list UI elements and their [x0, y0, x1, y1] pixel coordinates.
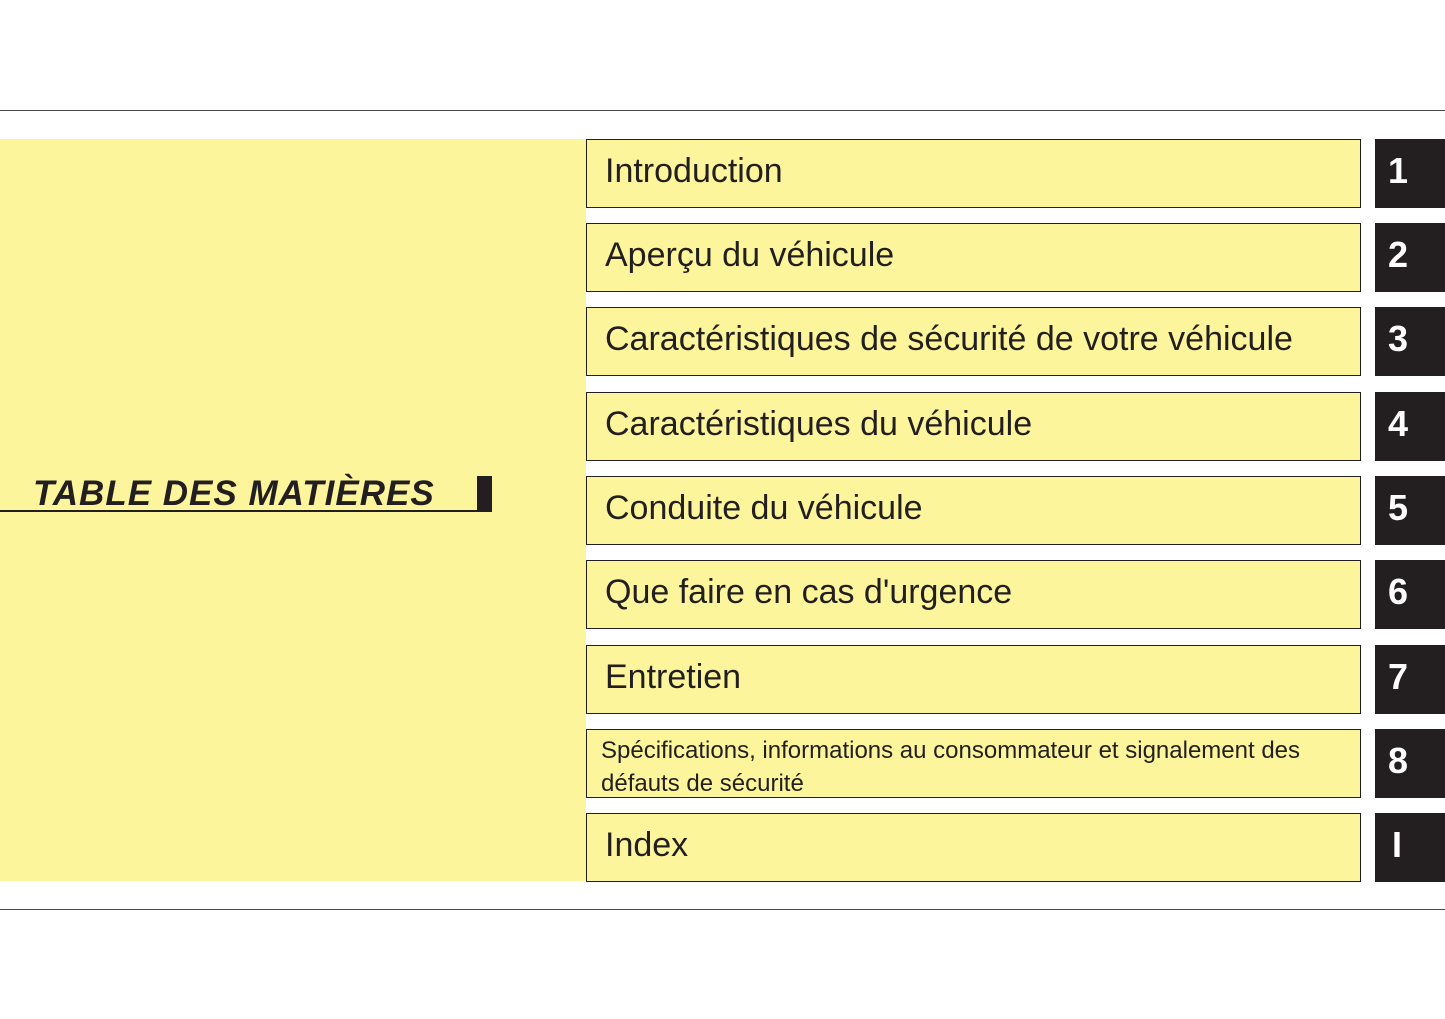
chapter-tab[interactable] — [1375, 729, 1445, 798]
toc-item-index[interactable] — [586, 813, 1445, 882]
toc-list — [586, 139, 1445, 882]
toc-entry-label: Caractéristiques de sécurité de votre véhicule — [605, 320, 1293, 358]
chapter-number: 2 — [1388, 234, 1409, 275]
top-rule — [0, 110, 1445, 111]
chapter-tab[interactable] — [1375, 307, 1445, 376]
chapter-tab[interactable] — [1375, 645, 1445, 714]
chapter-number: 7 — [1388, 656, 1409, 697]
toc-item-specifications[interactable] — [586, 729, 1445, 798]
toc-heading-text: TABLE DES MATIÈRES — [33, 474, 435, 513]
chapter-tab[interactable] — [1375, 139, 1445, 208]
toc-entry-label: Spécifications, informations au consommateur et signalement des défauts de sécurité — [601, 737, 1301, 797]
toc-item-entretien[interactable] — [586, 645, 1445, 714]
toc-entry-label: Introduction — [605, 152, 783, 190]
toc-item-caracteristiques[interactable] — [586, 392, 1445, 461]
toc-entry-box[interactable] — [586, 139, 1361, 208]
toc-entry-label: Caractéristiques du véhicule — [605, 405, 1033, 443]
chapter-tab[interactable] — [1375, 223, 1445, 292]
bottom-rule — [0, 909, 1445, 910]
chapter-tab[interactable] — [1375, 476, 1445, 545]
heading-marker — [477, 476, 492, 512]
chapter-number: 8 — [1388, 740, 1409, 781]
toc-item-conduite[interactable] — [586, 476, 1445, 545]
chapter-number: 5 — [1388, 487, 1409, 528]
toc-entry-box[interactable] — [586, 476, 1361, 545]
toc-heading — [0, 472, 492, 512]
chapter-number: I — [1392, 824, 1403, 865]
toc-entry-box[interactable] — [586, 645, 1361, 714]
toc-entry-label: Entretien — [605, 658, 742, 696]
chapter-number: 6 — [1388, 571, 1409, 612]
toc-entry-box[interactable] — [586, 223, 1361, 292]
chapter-number: 3 — [1388, 318, 1409, 359]
toc-item-introduction[interactable] — [586, 139, 1445, 208]
chapter-number: 4 — [1388, 403, 1409, 444]
chapter-tab[interactable] — [1375, 813, 1445, 882]
toc-entry-label: Aperçu du véhicule — [605, 236, 895, 274]
toc-entry-box[interactable] — [586, 392, 1361, 461]
toc-entry-box[interactable] — [586, 560, 1361, 629]
toc-entry-box[interactable] — [586, 729, 1361, 798]
toc-entry-box[interactable] — [586, 307, 1361, 376]
toc-item-urgence[interactable] — [586, 560, 1445, 629]
toc-entry-label: Index — [605, 826, 689, 864]
toc-item-securite[interactable] — [586, 307, 1445, 376]
toc-entry-box[interactable] — [586, 813, 1361, 882]
chapter-tab[interactable] — [1375, 392, 1445, 461]
toc-entry-label: Conduite du véhicule — [605, 489, 923, 527]
toc-entry-label: Que faire en cas d'urgence — [605, 573, 1013, 611]
toc-item-apercu[interactable] — [586, 223, 1445, 292]
chapter-number: 1 — [1388, 150, 1409, 191]
chapter-tab[interactable] — [1375, 560, 1445, 629]
